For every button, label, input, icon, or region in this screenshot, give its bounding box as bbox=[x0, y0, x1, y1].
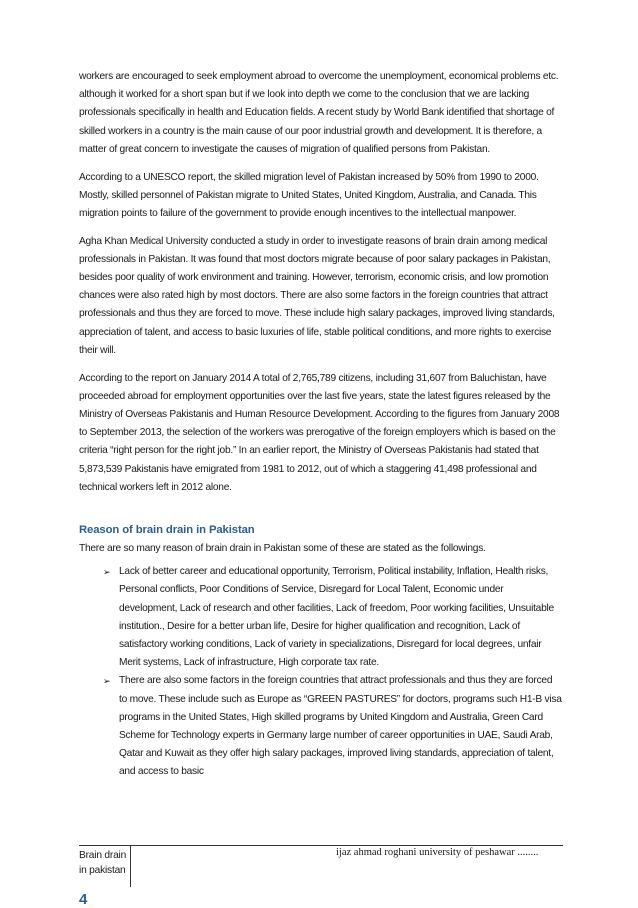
footer-vertical-divider bbox=[130, 845, 131, 887]
arrow-bullet-icon: ➢ bbox=[103, 676, 111, 687]
section-intro: There are so many reason of brain drain in Pakistan some of these are stated as the followings. bbox=[79, 542, 486, 554]
footer-author: ijaz ahmad roghani university of peshawar ........ bbox=[336, 847, 539, 858]
paragraph-1: workers are encouraged to seek employment abroad to overcome the unemployment, economical problems etc. although it worked for a short span but if we look into depth we come to the conclusion that we are lacking professionals specifically in health and Education fields. A recent study by World Bank identified that shortage of skilled workers in a country is the main cause of our poor industrial growth and development. It is therefore, a matter of great concern to investigate the causes of migration of qualified persons from Pakistan. bbox=[79, 71, 559, 155]
paragraph-3: Agha Khan Medical University conducted a study in order to investigate reasons of brain drain among medical professionals in Pakistan. It was found that most doctors migrate because of poor salary packages in Pakistan, besides poor quality of work environment and training. However, terrorism, economic crisis, and low promotion chances were also rated high by most doctors. There are also some factors in the foreign countries that attract professionals and thus they are forced to move. These include high salary packages, improved living standards, appreciation of talent, and access to basic luxuries of life, stable political conditions, and more rights to exercise their will. bbox=[79, 235, 555, 356]
list-item bbox=[103, 672, 562, 781]
section-heading: Reason of brain drain in Pakistan bbox=[79, 523, 255, 536]
paragraph-2: According to a UNESCO report, the skilled migration level of Pakistan increased by 50% from 1990 to 2000. Mostly, skilled personnel of Pakistan migrate to United States, United Kingdom, Australia, and Canada. This migration points to failure of the government to provide enough incentives to the intellectual manpower. bbox=[79, 171, 539, 219]
reasons-list bbox=[79, 563, 562, 781]
paragraph-4: According to the report on January 2014 A total of 2,765,789 citizens, including 31,607 from Baluchistan, have proceeded abroad for employment opportunities over the last five years, state the latest figures released by the Ministry of Overseas Pakistanis and Human Resource Development. According to the figures from January 2008 to September 2013, the selection of the workers was prerogative of the foreign employers which is based on the criteria “right person for the right job.” In an earlier report, the Ministry of Overseas Pakistanis had stated that 5,873,539 Pakistanis have emigrated from 1981 to 2012, out of which a staggering 41,498 professional and technical workers left in 2012 alone. bbox=[79, 372, 560, 493]
arrow-bullet-icon: ➢ bbox=[103, 567, 111, 578]
list-item-text: There are also some factors in the foreign countries that attract professionals and thus they are forced to move. These include such as Europe as “GREEN PASTURES” for doctors, programs such H1-B visa programs in the United States, High skilled programs by United Kingdom and Australia, Green Card Scheme for Technology experts in Germany large number of career opportunities in UAE, Saudi Arab, Qatar and Kuwait as they offer high salary packages, improved living standards, appreciation of talent, and access to basic bbox=[119, 675, 562, 778]
list-item bbox=[103, 563, 562, 672]
page-number: 4 bbox=[79, 891, 88, 908]
footer-title: Brain drain in pakistan bbox=[79, 850, 127, 876]
list-item-text: Lack of better career and educational opportunity, Terrorism, Political instability, Inflation, Health risks, Personal conflicts, Poor Conditions of Service, Disregard for Local Talent, Economic under development, Lack of research and other facilities, Lack of freedom, Poor working facilities, Unsuitable institution., Desire for a better urban life, Desire for higher qualification and recognition, Lack of satisfactory working conditions, Lack of variety in specializations, Disregard for local degrees, unfair Merit systems, Lack of infrastructure, High corporate tax rate. bbox=[119, 566, 554, 669]
document-body bbox=[79, 68, 562, 782]
